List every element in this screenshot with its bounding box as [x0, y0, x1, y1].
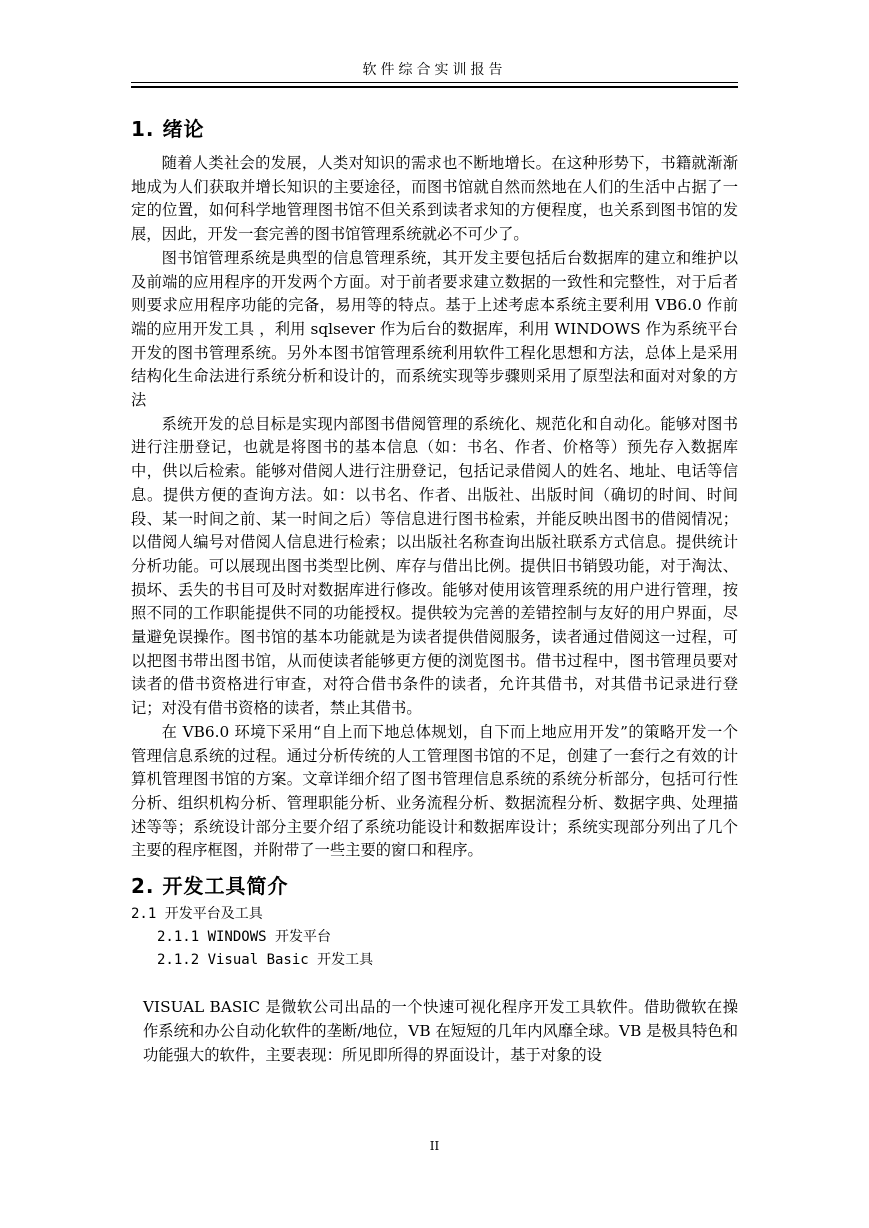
subsection-heading: 2.1 开发平台及工具 — [131, 906, 263, 923]
header-rule-thick — [131, 86, 738, 88]
header-rule-thin — [131, 82, 738, 83]
paragraph: 随着人类社会的发展，人类对知识的需求也不断地增长。在这种形势下，书籍就渐渐地成为人们获取并增长知识的主要途径，而图书馆就自然而然地在人们的生活中占据了一定的位置，如何科学地管理图书馆不但关系到读者求知的方便程度，也关系到图书馆的发展，因此，开发一套完善的图书馆管理系统就必不可少了。 — [131, 154, 738, 244]
subsection-heading: 2.1.1 WINDOWS 开发平台 — [157, 929, 332, 946]
paragraph: VISUAL BASIC 是微软公司出品的一个快速可视化程序开发工具软件。借助微软在操作系统和办公自动化软件的垄断/地位，VB 在短短的几年内风靡全球。VB 是极具特色和功能强大的软件，主要表现：所见即所得的界面设计，基于对象的设 — [143, 998, 738, 1064]
section-2-heading: 2. 开发工具简介 — [131, 874, 289, 899]
section-2-text — [131, 996, 738, 1067]
paragraph: 图书馆管理系统是典型的信息管理系统，其开发主要包括后台数据库的建立和维护以及前端的应用程序的开发两个方面。对于前者要求建立数据的一致性和完整性，对于后者则要求应用程序功能的完备，易用等的特点。基于上述考虑本系统主要利用 VB6.0 作前端的应用开发工具 ，利用 sqlsever 作为后台的数据库，利用 WINDOWS 作为系统平台开发的图书管理系统。另外本图书馆管理系统利用软件工程化思想和方法，总体上是采用结构化生命法进行系统分析和设计的，而系统实现等步骤则采用了原型法和面对对象的方法 — [131, 248, 738, 410]
page-number: II — [429, 1139, 440, 1153]
section-1-text — [131, 152, 738, 863]
paragraph: 系统开发的总目标是实现内部图书借阅管理的系统化、规范化和自动化。能够对图书进行注册登记，也就是将图书的基本信息（如：书名、作者、价格等）预先存入数据库中，供以后检索。能够对借阅人进行注册登记，包括记录借阅人的姓名、地址、电话等信息。提供方便的查询方法。如：以书名、作者、出版社、出版时间（确切的时间、时间段、某一时间之前、某一时间之后）等信息进行图书检索，并能反映出图书的借阅情况；以借阅人编号对借阅人信息进行检索；以出版社名称查询出版社联系方式信息。提供统计分析功能。可以展现出图书类型比例、库存与借出比例。提供旧书销毁功能，对于淘汰、损坏、丢失的书目可及时对数据库进行修改。能够对使用该管理系统的用户进行管理，按照不同的工作职能提供不同的功能授权。提供较为完善的差错控制与友好的用户界面，尽量避免误操作。图书馆的基本功能就是为读者提供借阅服务，读者通过借阅这一过程，可以把图书带出图书馆，从而使读者能够更方便的浏览图书。借书过程中，图书管理员要对读者的借书资格进行审查，对符合借书条件的读者，允许其借书，对其借书记录进行登记；对没有借书资格的读者，禁止其借书。 — [131, 414, 738, 718]
subsection-heading: 2.1.2 Visual Basic 开发工具 — [157, 952, 374, 969]
running-header: 软件综合实训报告 — [362, 62, 507, 78]
paragraph: 在 VB6.0 环境下采用“自上而下地总体规划，自下而上地应用开发”的策略开发一个管理信息系统的过程。通过分析传统的人工管理图书馆的不足，创建了一套行之有效的计算机管理图书馆的方案。文章详细介绍了图书管理信息系统的系统分析部分，包括可行性分析、组织机构分析、管理职能分析、业务流程分析、数据流程分析、数据字典、处理描述等等；系统设计部分主要介绍了系统功能设计和数据库设计；系统实现部分列出了几个主要的程序框图，并附带了一些主要的窗口和程序。 — [131, 722, 738, 860]
document-body — [131, 112, 738, 1067]
section-1-heading: 1. 绪论 — [131, 117, 205, 141]
